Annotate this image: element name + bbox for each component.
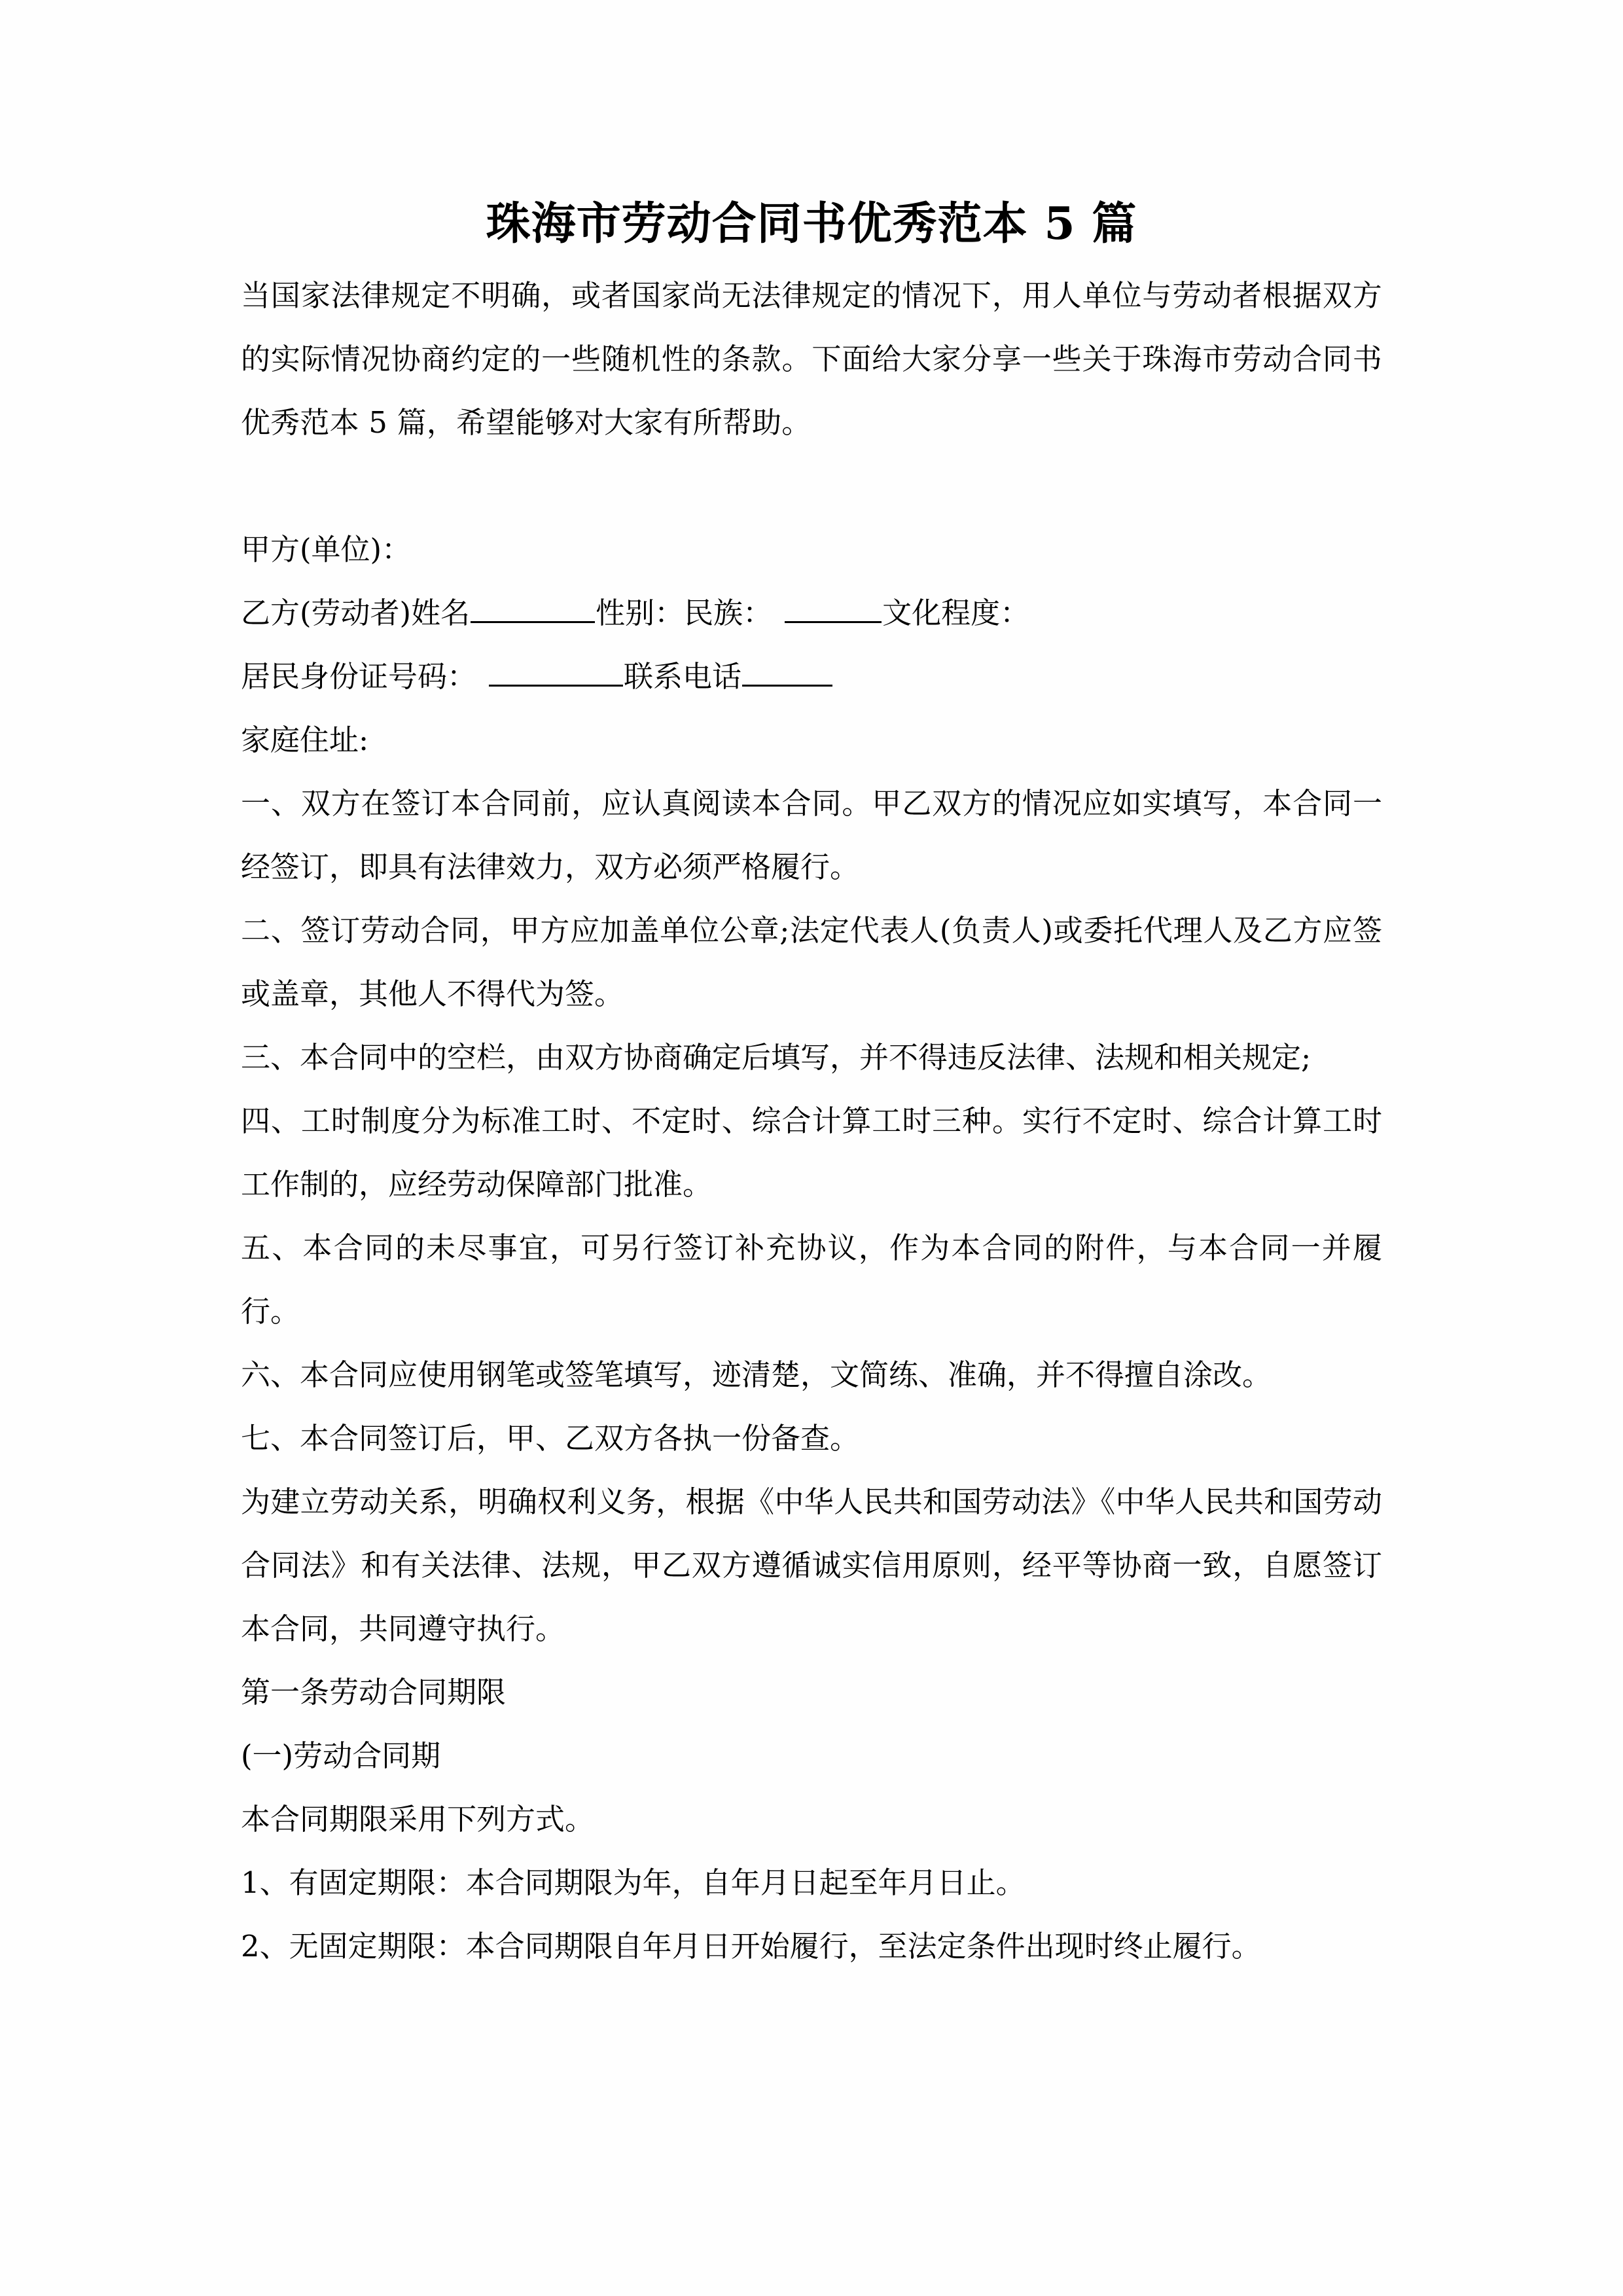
ethnicity-blank[interactable]: [785, 592, 882, 623]
party-b-label: 乙方(劳动者)姓名: [241, 596, 471, 630]
education-label: 文化程度：: [882, 596, 1030, 630]
id-label: 居民身份证号码：: [241, 659, 477, 694]
article-one-subheading-text: (一)劳动合同期: [241, 1738, 441, 1773]
article-one-lead-text: 本合同期限采用下列方式。: [241, 1802, 595, 1837]
article-one-lead: [241, 1787, 1382, 1851]
party-a-label: 甲方(单位)：: [241, 532, 412, 567]
address-line: [241, 708, 1382, 772]
party-a-line: [241, 518, 1382, 581]
gender-label: 性别：: [596, 596, 685, 630]
intro-paragraph: 当国家法律规定不明确，或者国家尚无法律规定的情况下，用人单位与劳动者根据双方的实际情况协商约定的一些随机性的条款。下面给大家分享一些关于珠海市劳动合同书优秀范本 5 篇，希望能够对大家有所帮助。: [241, 278, 1382, 440]
notice-item: 四、工时制度分为标准工时、不定时、综合计算工时三种。实行不定时、综合计算工时工作制的，应经劳动保障部门批准。: [241, 1103, 1382, 1202]
notice-item: 七、本合同签订后，甲、乙双方各执一份备查。: [241, 1421, 860, 1456]
article-one-heading-text: 第一条劳动合同期限: [241, 1675, 507, 1710]
name-blank[interactable]: [471, 592, 595, 623]
article-one-item: [241, 1851, 1382, 1914]
page-title: 珠海市劳动合同书优秀范本 5 篇: [486, 198, 1137, 250]
preamble-paragraph: 为建立劳动关系，明确权利义务，根据《中华人民共和国劳动法》《中华人民共和国劳动合同法》和有关法律、法规，甲乙双方遵循诚实信用原则，经平等协商一致，自愿签订本合同，共同遵守执行。: [241, 1484, 1382, 1646]
section-spacer: [241, 454, 1382, 518]
article-one-heading: [241, 1660, 1382, 1724]
id-phone-line: [241, 645, 1382, 708]
notice-item: 一、双方在签订本合同前，应认真阅读本合同。甲乙双方的情况应如实填写，本合同一经签订，即具有法律效力，双方必须严格履行。: [241, 786, 1382, 884]
article-one-item-text: 1、有固定期限：本合同期限为年，自年月日起至年月日止。: [241, 1865, 1026, 1900]
article-one-subheading: [241, 1724, 1382, 1787]
id-number-blank[interactable]: [489, 656, 623, 687]
phone-blank[interactable]: [742, 656, 832, 687]
notice-item: 五、本合同的未尽事宜，可另行签订补充协议，作为本合同的附件，与本合同一并履行。: [241, 1230, 1382, 1329]
article-one-item: [241, 1914, 1382, 1978]
notice-item: 三、本合同中的空栏，由双方协商确定后填写，并不得违反法律、法规和相关规定;: [241, 1040, 1311, 1075]
phone-label: 联系电话: [624, 659, 742, 694]
address-label: 家庭住址:: [241, 723, 369, 757]
notice-item: 二、签订劳动合同，甲方应加盖单位公章;法定代表人(负责人)或委托代理人及乙方应签或盖章，其他人不得代为签。: [241, 913, 1382, 1011]
ethnicity-label: 民族：: [684, 596, 773, 630]
notice-item: 六、本合同应使用钢笔或签笔填写，迹清楚，文简练、准确，并不得擅自涂改。: [241, 1357, 1272, 1392]
party-b-line: [241, 581, 1382, 645]
article-one-item-text: 2、无固定期限：本合同期限自年月日开始履行，至法定条件出现时终止履行。: [241, 1929, 1261, 1964]
